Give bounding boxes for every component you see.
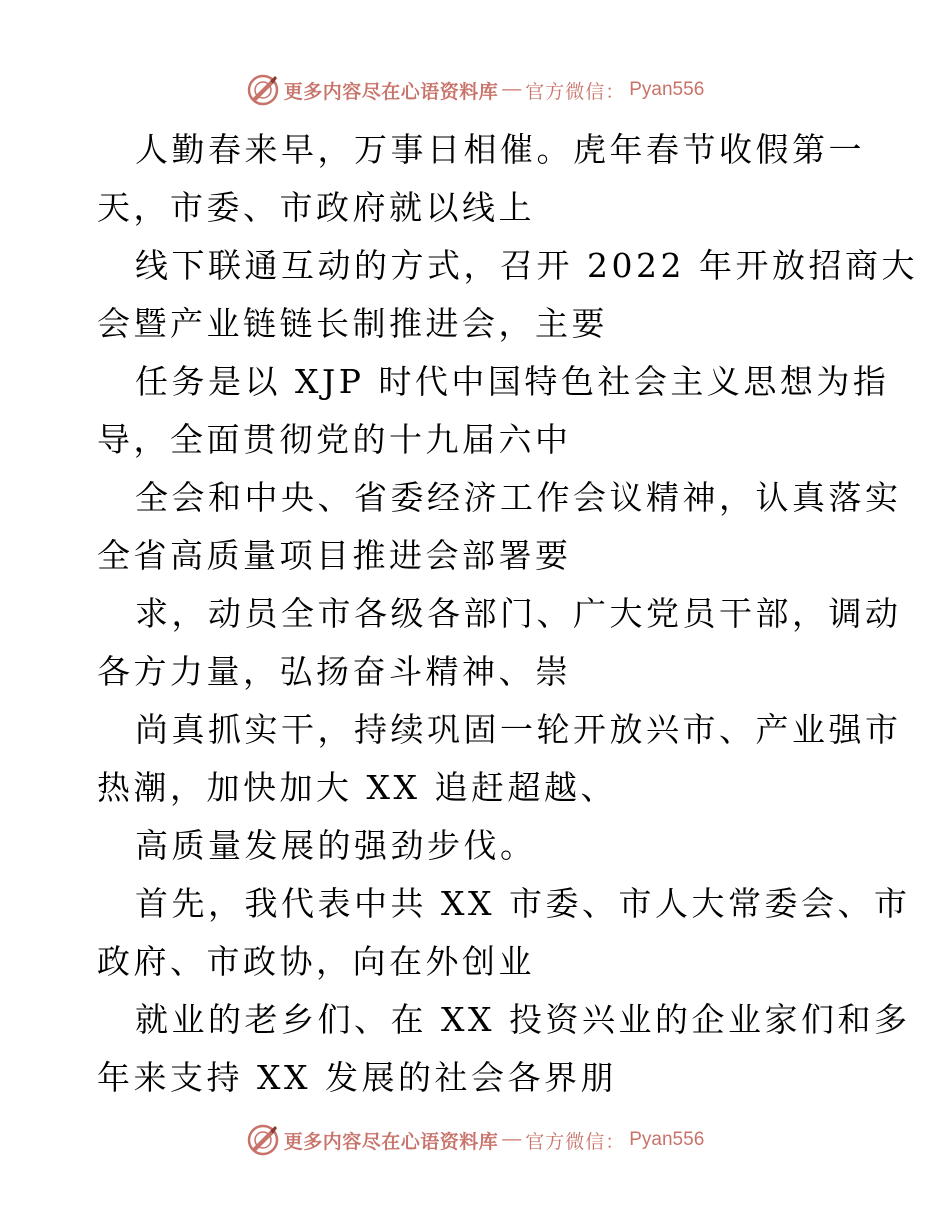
document-body: [97, 121, 918, 1107]
text-line: 高质量发展的强劲步伐。: [135, 826, 537, 865]
text-line: 热潮，加快加大 XX 追赶超越、: [97, 768, 617, 807]
text-line: 年来支持 XX 发展的社会各界朋: [97, 1058, 617, 1097]
text-line: 会暨产业链链长制推进会，主要: [97, 304, 608, 343]
text-line: 各方力量，弘扬奋斗精神、崇: [97, 652, 572, 691]
text-line: 任务是以 XJP 时代中国特色社会主义思想为指: [135, 362, 890, 401]
watermark-separator: —: [502, 79, 522, 100]
text-line: 天，市委、市政府就以线上: [97, 188, 535, 227]
text-line: 政府、市政协，向在外创业: [97, 942, 535, 981]
watermark-official-label: 官方微信：: [525, 1130, 626, 1153]
watermark-wechat-id: Pyan556: [629, 79, 705, 100]
watermark-text: 更多内容尽在心语资料库: [283, 1130, 499, 1153]
text-line: 求，动员全市各级各部门、广大党员干部，调动: [135, 594, 902, 633]
watermark-wechat-id: Pyan556: [629, 1129, 705, 1150]
watermark-official-label: 官方微信：: [525, 80, 626, 103]
watermark-text: 更多内容尽在心语资料库: [283, 80, 499, 103]
watermark-separator: —: [502, 1129, 522, 1150]
text-line: 全会和中央、省委经济工作会议精神，认真落实: [135, 478, 902, 517]
header-watermark: [0, 70, 950, 110]
text-line: 线下联通互动的方式，召开 2022 年开放招商大: [135, 246, 918, 285]
logo-icon: [246, 73, 280, 107]
text-line: 首先，我代表中共 XX 市委、市人大常委会、市: [135, 884, 911, 923]
text-line: 导，全面贯彻党的十九届六中: [97, 420, 572, 459]
text-line: 人勤春来早，万事日相催。虎年春节收假第一: [135, 130, 865, 169]
text-line: 全省高质量项目推进会部署要: [97, 536, 572, 575]
logo-icon: [246, 1123, 280, 1157]
text-line: 就业的老乡们、在 XX 投资兴业的企业家们和多: [135, 1000, 911, 1039]
text-line: 尚真抓实干，持续巩固一轮开放兴市、产业强市: [135, 710, 902, 749]
footer-watermark: [0, 1120, 950, 1160]
